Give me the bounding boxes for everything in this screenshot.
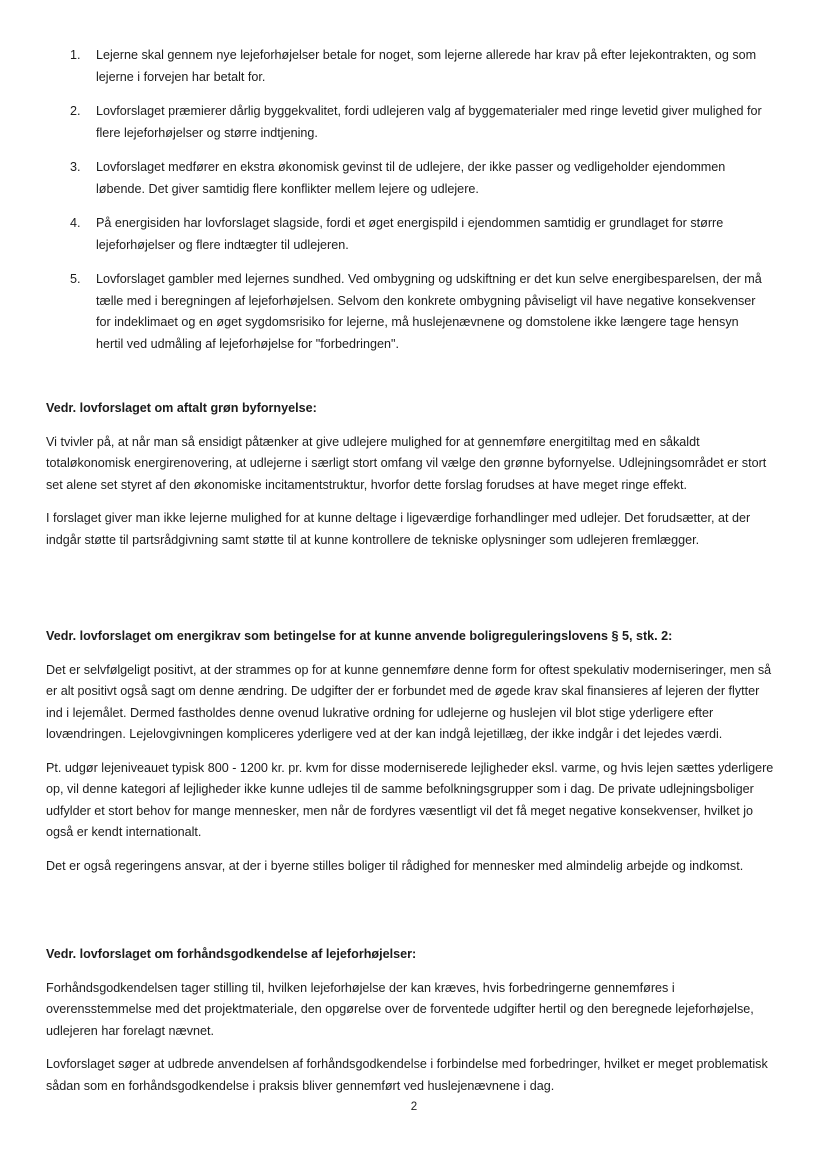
section-heading: Vedr. lovforslaget om energikrav som betingelse for at kunne anvende boligreguleringslovens § 5, stk. 2:: [46, 629, 673, 643]
paragraph: Pt. udgør lejeniveauet typisk 800 - 1200 kr. pr. kvm for disse moderniserede lejligheder eksl. varme, og hvis lejen sættes yderligere op, vil denne kategori af lejligheder ikke kunne udlejes til de samme befolkningsgrupper som i dag. De private udlejningsboliger udfylder et stort behov for mange mennesker, men når de fordyres væsentligt vil det få meget negative konsekvenser, hvilket jo også er kendt internationalt.: [46, 760, 774, 839]
list-text: Lovforslaget medfører en ekstra økonomisk gevinst til de udlejere, der ikke passer og vedligeholder ejendommen løbende. Det giver samtidig flere konflikter mellem lejere og udlejere.: [96, 160, 726, 196]
list-number: 1.: [70, 48, 81, 62]
page-number: 2: [410, 1101, 418, 1113]
section-heading: Vedr. lovforslaget om aftalt grøn byfornyelse:: [46, 401, 317, 415]
section-heading: Vedr. lovforslaget om forhåndsgodkendelse af lejeforhøjelser:: [46, 947, 417, 961]
paragraph: Det er selvfølgeligt positivt, at der strammes op for at kunne gennemføre denne form for oftest spekulativ moderniseringer, men så er alt positivt også sagt om denne ændring. De udgifter der er forbundet med de øgede krav skal finansieres af lejeren der flytter ind i lejemålet. Dermed fastholdes denne ovenud lukrative ordning for udlejerne og huslejen vil blot stige yderligere efter lovændringen. Lejelovgivningen kompliceres yderligere ved at der kan indgå lejetillæg, der ikke indgår i det lejedes værdi.: [46, 662, 772, 741]
list-item: [0, 213, 828, 256]
list-text: På energisiden har lovforslaget slagside, fordi et øget energispild i ejendommen samtidig er grundlaget for større lejeforhøjelser og flere indtægter til udlejeren.: [96, 216, 724, 252]
list-number: 4.: [70, 216, 81, 230]
list-text: Lovforslaget gambler med lejernes sundhed. Ved ombygning og udskiftning er det kun selve energibesparelsen, der må tælle med i beregningen af lejeforhøjelsen. Selvom den konkrete ombygning påviseligt vil have negative konsekvenser for indeklimaet og en øget sygdomsrisiko for lejerne, må huslejenævnene og domstolene ikke længere tage hensyn hertil ved udmåling af lejeforhøjelse for "forbedringen".: [96, 272, 762, 351]
paragraph: Lovforslaget søger at udbrede anvendelsen af forhåndsgodkendelse i forbindelse med forbedringer, hvilket er meget problematisk sådan som en forhåndsgodkendelse i praksis bliver gennemført ved huslejenævnene i dag.: [46, 1057, 768, 1093]
list-item: [0, 101, 828, 144]
numbered-list: [0, 45, 828, 368]
list-item: [0, 269, 828, 355]
list-item: [0, 45, 828, 88]
paragraph: Det er også regeringens ansvar, at der i byerne stilles boliger til rådighed for mennesker med almindelig arbejde og indkomst.: [46, 858, 744, 873]
list-text: Lejerne skal gennem nye lejeforhøjelser betale for noget, som lejerne allerede har krav på efter lejekontrakten, og som lejerne i forvejen har betalt for.: [96, 48, 757, 84]
list-number: 5.: [70, 272, 81, 286]
paragraph: I forslaget giver man ikke lejerne mulighed for at kunne deltage i ligeværdige forhandlinger med udlejer. Det forudsætter, at der indgår støtte til partsrådgivning samt støtte til at kunne kontrollere de tekniske oplysninger som udlejeren fremlægger.: [46, 511, 751, 547]
section-green-urban-renewal: [46, 398, 776, 563]
section-energy-requirements: [46, 626, 776, 889]
paragraph: Vi tvivler på, at når man så ensidigt påtænker at give udlejere mulighed for at gennemføre energitiltag med en såkaldt totaløkonomisk energirenovering, at udlejerne i særligt stort omfang vil vælge den grønne byfornyelse. Udlejningsområdet er stort set alene set styret af den økonomiske incitamentstruktur, hvorfor dette forslag forudses at have meget ringe effekt.: [46, 434, 767, 492]
section-pre-approval: [46, 944, 776, 1109]
list-text: Lovforslaget præmierer dårlig byggekvalitet, fordi udlejeren valg af byggematerialer med ringe levetid giver mulighed for flere lejeforhøjelser og større indtjening.: [96, 104, 762, 140]
paragraph: Forhåndsgodkendelsen tager stilling til, hvilken lejeforhøjelse der kan kræves, hvis forbedringerne gennemføres i overensstemmelse med det projektmateriale, den opgørelse over de forventede udgifter hertil og den beregnede lejeforhøjelse, udlejeren har forelagt nævnet.: [46, 980, 754, 1038]
list-item: [0, 157, 828, 200]
list-number: 3.: [70, 160, 81, 174]
list-number: 2.: [70, 104, 81, 118]
